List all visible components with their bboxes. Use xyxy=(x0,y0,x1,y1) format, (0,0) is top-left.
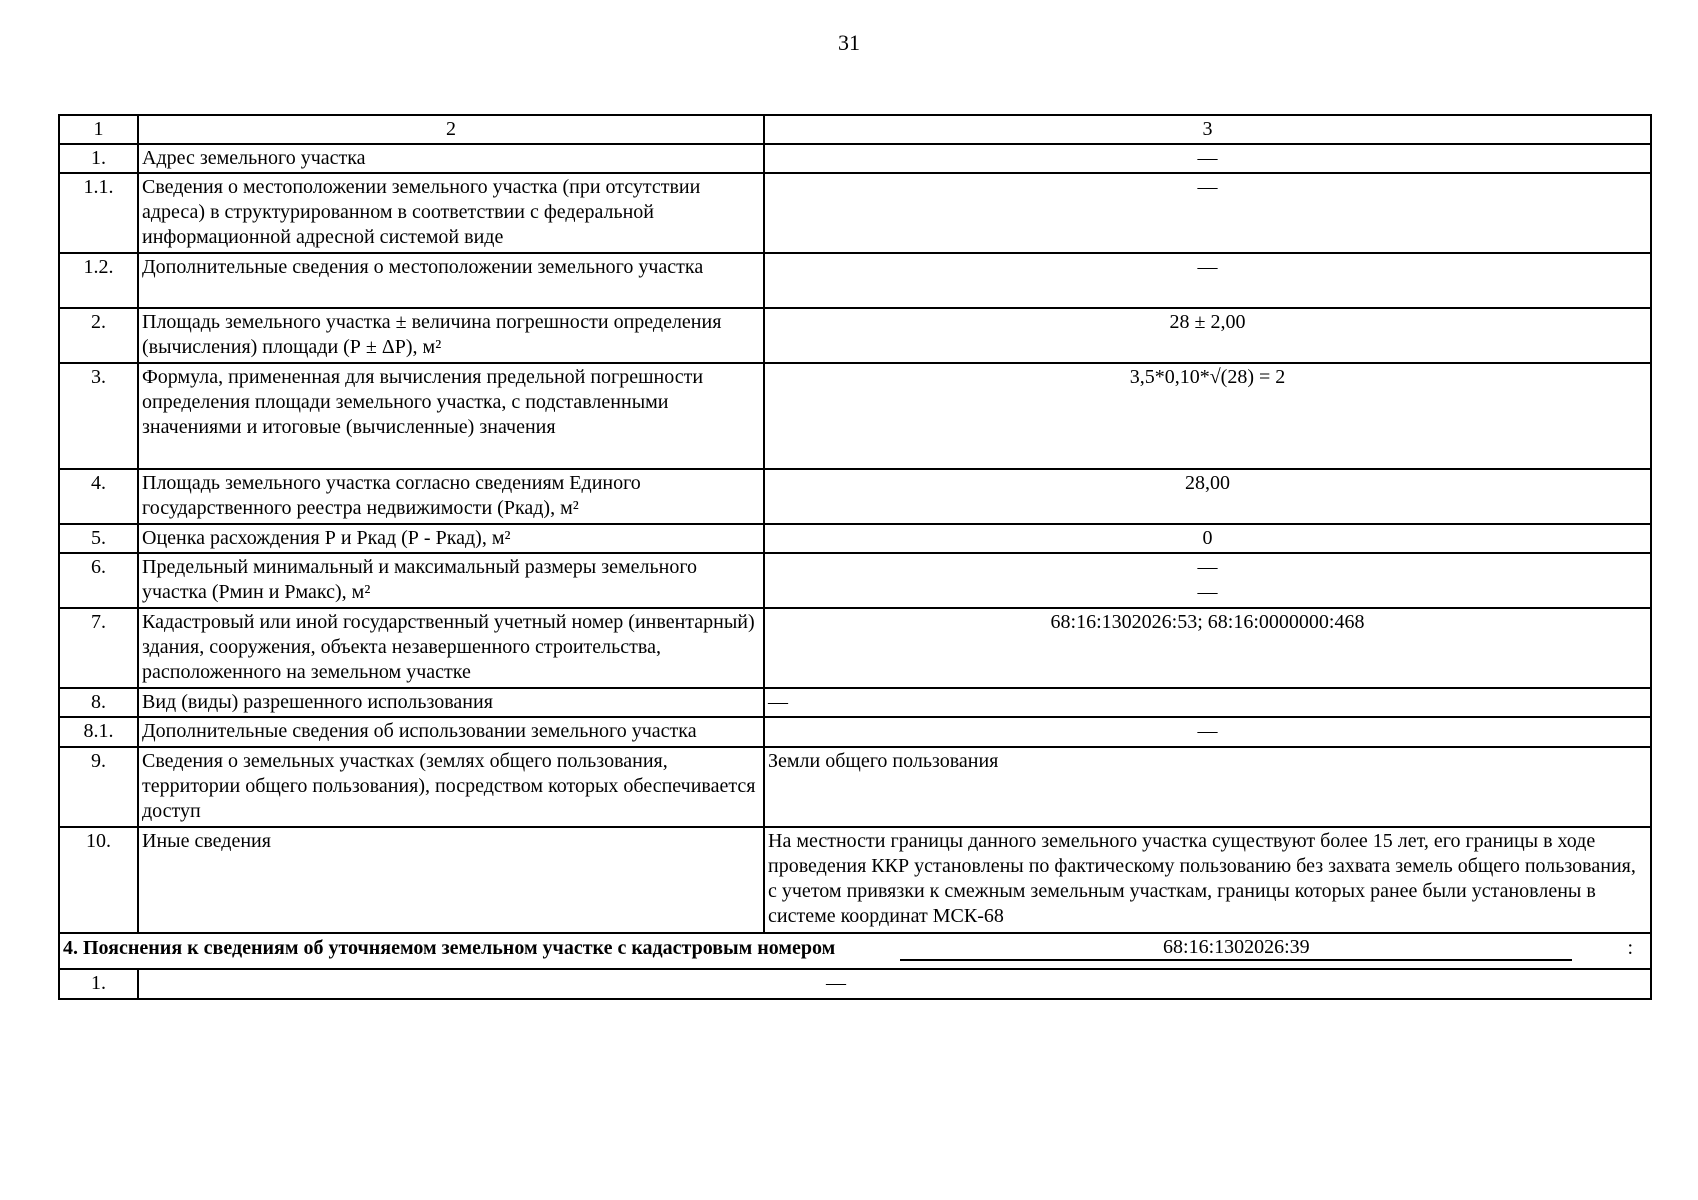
row-number: 2. xyxy=(59,308,138,363)
row-label: Кадастровый или иной государственный учетный номер (инвентарный) здания, сооружения, объекта незавершенного строительства, расположенного на земельном участке xyxy=(138,608,764,688)
row-value: 28,00 xyxy=(764,469,1651,524)
row-number: 8.1. xyxy=(59,717,138,747)
row-value: 0 xyxy=(764,524,1651,553)
land-plot-info-table xyxy=(58,114,1652,1000)
table-row xyxy=(59,308,1651,363)
row-label: Иные сведения xyxy=(138,827,764,933)
row-number: 8. xyxy=(59,688,138,717)
table-row xyxy=(59,553,1651,608)
row-label: Оценка расхождения Р и Ркад (Р - Ркад), м² xyxy=(138,524,764,553)
table-row xyxy=(59,747,1651,827)
row-value: — xyxy=(764,144,1651,173)
row-label: Вид (виды) разрешенного использования xyxy=(138,688,764,717)
section-4-header-row xyxy=(59,933,1651,969)
row-value: 3,5*0,10*√(28) = 2 xyxy=(764,363,1651,469)
page-number: 31 xyxy=(838,30,860,55)
row-label: Предельный минимальный и максимальный размеры земельного участка (Рмин и Рмакс), м² xyxy=(138,553,764,608)
table-row xyxy=(59,969,1651,999)
table-row xyxy=(59,469,1651,524)
row-label: Адрес земельного участка xyxy=(138,144,764,173)
min-size-value: — xyxy=(1197,556,1218,578)
table-row xyxy=(59,173,1651,253)
table-row xyxy=(59,717,1651,747)
section-4-header xyxy=(59,933,1651,969)
table-row xyxy=(59,688,1651,717)
table-row xyxy=(59,363,1651,469)
row-label: Дополнительные сведения об использовании земельного участка xyxy=(138,717,764,747)
row-label: Дополнительные сведения о местоположении земельного участка xyxy=(138,253,764,308)
row-number: 9. xyxy=(59,747,138,827)
section-4-colon: : xyxy=(1627,937,1633,959)
row-value: 28 ± 2,00 xyxy=(764,308,1651,363)
row-value: — xyxy=(764,688,1651,717)
row-number: 3. xyxy=(59,363,138,469)
row-label: Формула, примененная для вычисления предельной погрешности определения площади земельного участка, с подставленными значениями и итоговые (вычисленные) значения xyxy=(138,363,764,469)
row-label: Площадь земельного участка согласно сведениям Единого государственного реестра недвижимости (Ркад), м² xyxy=(138,469,764,524)
row-value: — xyxy=(764,173,1651,253)
row-number: 6. xyxy=(59,553,138,608)
row-label: Сведения о земельных участках (землях общего пользования, территории общего пользования), посредством которых обеспечивается доступ xyxy=(138,747,764,827)
row-number: 4. xyxy=(59,469,138,524)
max-size-value: — xyxy=(1197,581,1218,603)
row-number: 5. xyxy=(59,524,138,553)
row-label: Площадь земельного участка ± величина погрешности определения (вычисления) площади (Р ± ΔР), м² xyxy=(138,308,764,363)
row-label: Сведения о местоположении земельного участка (при отсутствии адреса) в структурированном в соответствии с федеральной информационной адресной системой виде xyxy=(138,173,764,253)
header-col-3: 3 xyxy=(764,115,1651,144)
section-4-cadastral-number: 68:16:1302026:39 xyxy=(900,935,1572,961)
table-row xyxy=(59,253,1651,308)
row-value: — xyxy=(764,253,1651,308)
section-4-title: 4. Пояснения к сведениям об уточняемом земельном участке с кадастровым номером xyxy=(63,937,836,959)
row-value xyxy=(764,553,1651,608)
row-value: На местности границы данного земельного участка существуют более 15 лет, его границы в ходе проведения ККР установлены по фактическому пользованию без захвата земель общего пользования, с учетом привязки к смежным земельным участкам, границы которых ранее были установлены в системе координат МСК-68 xyxy=(764,827,1651,933)
table-row xyxy=(59,144,1651,173)
row-value: 68:16:1302026:53; 68:16:0000000:468 xyxy=(764,608,1651,688)
row-number: 1.1. xyxy=(59,173,138,253)
table-row xyxy=(59,608,1651,688)
header-col-1: 1 xyxy=(59,115,138,144)
row-number: 7. xyxy=(59,608,138,688)
table-header-row xyxy=(59,115,1651,144)
table-row xyxy=(59,524,1651,553)
header-col-2: 2 xyxy=(138,115,764,144)
row-number: 1.2. xyxy=(59,253,138,308)
row-number: 1. xyxy=(59,144,138,173)
row-value: — xyxy=(138,969,1651,999)
row-value: Земли общего пользования xyxy=(764,747,1651,827)
table-row xyxy=(59,827,1651,933)
row-number: 10. xyxy=(59,827,138,933)
row-value: — xyxy=(764,717,1651,747)
row-number: 1. xyxy=(59,969,138,999)
